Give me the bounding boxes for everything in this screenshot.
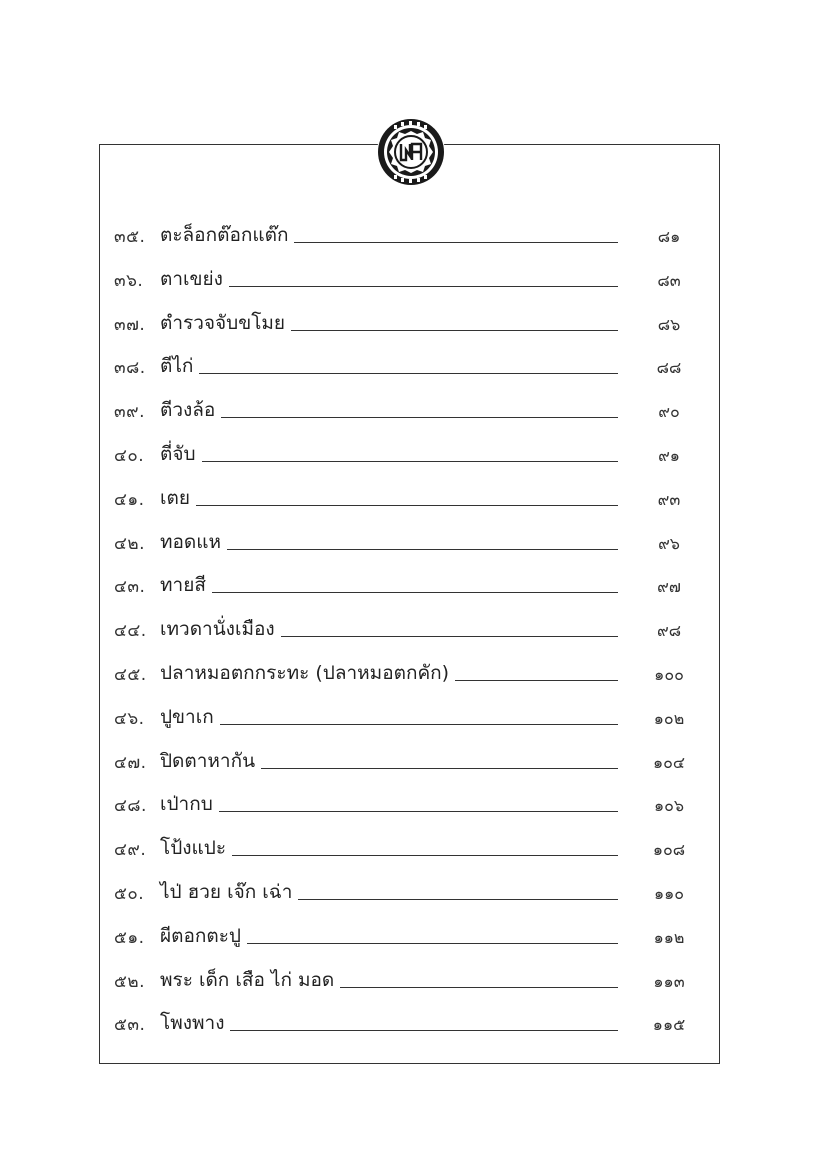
- leader-line: [229, 286, 618, 287]
- toc-entry[interactable]: [114, 395, 692, 425]
- leader-line: [220, 724, 618, 725]
- entry-page-number: ๑๑๒: [653, 927, 685, 947]
- leader-line: [294, 242, 618, 243]
- entry-number: ๓๘.: [114, 358, 146, 379]
- entry-page-number: ๙๐: [658, 402, 680, 422]
- toc-entry[interactable]: [114, 570, 692, 600]
- entry-title: เป่ากบ: [160, 793, 213, 816]
- entry-page-number: ๑๑๓: [653, 971, 685, 991]
- entry-number: ๔๘.: [114, 796, 147, 817]
- entry-page-number: ๙๘: [656, 621, 682, 641]
- leader-line: [202, 461, 618, 462]
- entry-page-number: ๘๑: [657, 227, 681, 246]
- toc-entry[interactable]: [114, 658, 692, 688]
- entry-title: เตย: [160, 486, 190, 509]
- entry-title: ทายสี: [160, 574, 206, 597]
- toc-entry[interactable]: [114, 351, 692, 381]
- leader-line: [219, 811, 618, 812]
- entry-title: ตีไก่: [160, 355, 194, 378]
- entry-number: ๔๓.: [114, 577, 146, 598]
- toc-entry[interactable]: [114, 877, 692, 907]
- entry-number: ๔๖.: [114, 708, 145, 729]
- entry-page-number: ๙๗: [657, 577, 681, 597]
- toc-entry[interactable]: [114, 483, 692, 513]
- entry-page-number: ๘๓: [657, 270, 681, 290]
- entry-title: ตาเขย่ง: [160, 267, 223, 290]
- entry-number: ๓๙.: [114, 402, 145, 423]
- leader-line: [232, 855, 618, 856]
- entry-number: ๔๙.: [114, 840, 147, 861]
- leader-line: [199, 373, 618, 374]
- entry-number: ๕๑.: [114, 927, 145, 948]
- leader-line: [455, 680, 618, 681]
- entry-title: ตีวงล้อ: [160, 399, 216, 422]
- entry-number: ๕๒.: [114, 971, 145, 992]
- entry-page-number: ๑๑๕: [652, 1015, 686, 1035]
- entry-page-number: ๑๐๘: [652, 840, 686, 860]
- entry-number: ๔๐.: [114, 446, 145, 466]
- entry-title: ทอดแห: [160, 530, 222, 553]
- entry-page-number: ๑๐๖: [653, 796, 685, 816]
- entry-number: ๔๕.: [114, 665, 147, 685]
- entry-title: โป้งแปะ: [160, 837, 227, 860]
- entry-number: ๓๖.: [114, 270, 144, 291]
- leader-line: [261, 768, 618, 769]
- leader-line: [281, 636, 618, 637]
- entry-title: ตี่จับ: [160, 443, 196, 465]
- entry-page-number: ๙๖: [658, 533, 680, 553]
- toc-entry[interactable]: [114, 702, 692, 732]
- entry-page-number: ๑๐๐: [654, 665, 684, 684]
- toc-entry[interactable]: [114, 789, 692, 819]
- entry-page-number: ๑๐๔: [652, 752, 686, 772]
- toc-entry[interactable]: [114, 1008, 692, 1038]
- toc-entry[interactable]: [114, 746, 692, 776]
- leader-line: [298, 899, 618, 900]
- toc-entry[interactable]: [114, 439, 692, 469]
- entry-page-number: ๘๖: [657, 314, 681, 334]
- entry-number: ๔๒.: [114, 533, 145, 554]
- leader-line: [196, 505, 618, 506]
- leader-line: [227, 549, 618, 550]
- entry-title: ตำรวจจับขโมย: [160, 311, 286, 334]
- toc-entry[interactable]: [114, 965, 692, 995]
- toc-entry[interactable]: [114, 220, 692, 250]
- entry-page-number: ๑๐๒: [653, 708, 685, 728]
- entry-number: ๓๕.: [114, 227, 146, 247]
- entry-number: ๕๐.: [114, 884, 145, 904]
- entry-number: ๔๗.: [114, 752, 147, 773]
- leader-line: [221, 417, 618, 418]
- toc-entry[interactable]: [114, 308, 692, 338]
- toc-entry[interactable]: [114, 527, 692, 557]
- leader-line: [340, 987, 618, 988]
- entry-title: ผีตอกตะปู: [160, 924, 241, 947]
- leader-line: [212, 592, 618, 593]
- toc-entry[interactable]: [114, 614, 692, 644]
- entry-page-number: ๙๓: [657, 489, 681, 509]
- toc-entry[interactable]: [114, 264, 692, 294]
- entry-title: โพงพาง: [160, 1012, 225, 1035]
- entry-page-number: ๙๑: [658, 446, 680, 465]
- entry-title: พระ เด็ก เสือ ไก่ มอด: [160, 968, 335, 991]
- entry-title: ปิดตาหากัน: [160, 749, 256, 772]
- entry-title: ปูขาเก: [160, 705, 214, 728]
- leader-line: [247, 943, 618, 944]
- toc-entry[interactable]: [114, 833, 692, 863]
- entry-title: ตะล็อกต๊อกแต๊ก: [160, 224, 289, 246]
- entry-page-number: ๘๘: [656, 358, 682, 378]
- entry-number: ๔๔.: [114, 621, 147, 642]
- toc-entry[interactable]: [114, 921, 692, 951]
- entry-number: ๓๗.: [114, 314, 146, 335]
- entry-title: ปลาหมอตกกระทะ (ปลาหมอตกคัก): [160, 662, 450, 684]
- leader-line: [230, 1030, 618, 1031]
- emblem-logo-icon: [377, 118, 445, 186]
- leader-line: [291, 330, 618, 331]
- entry-page-number: ๑๑๐: [653, 884, 685, 903]
- entry-number: ๔๑.: [114, 489, 145, 510]
- entry-title: ไป่ ฮวย เจ๊ก เฉ่า: [160, 881, 293, 903]
- entry-title: เทวดานั่งเมือง: [160, 618, 275, 641]
- entry-number: ๕๓.: [114, 1015, 146, 1036]
